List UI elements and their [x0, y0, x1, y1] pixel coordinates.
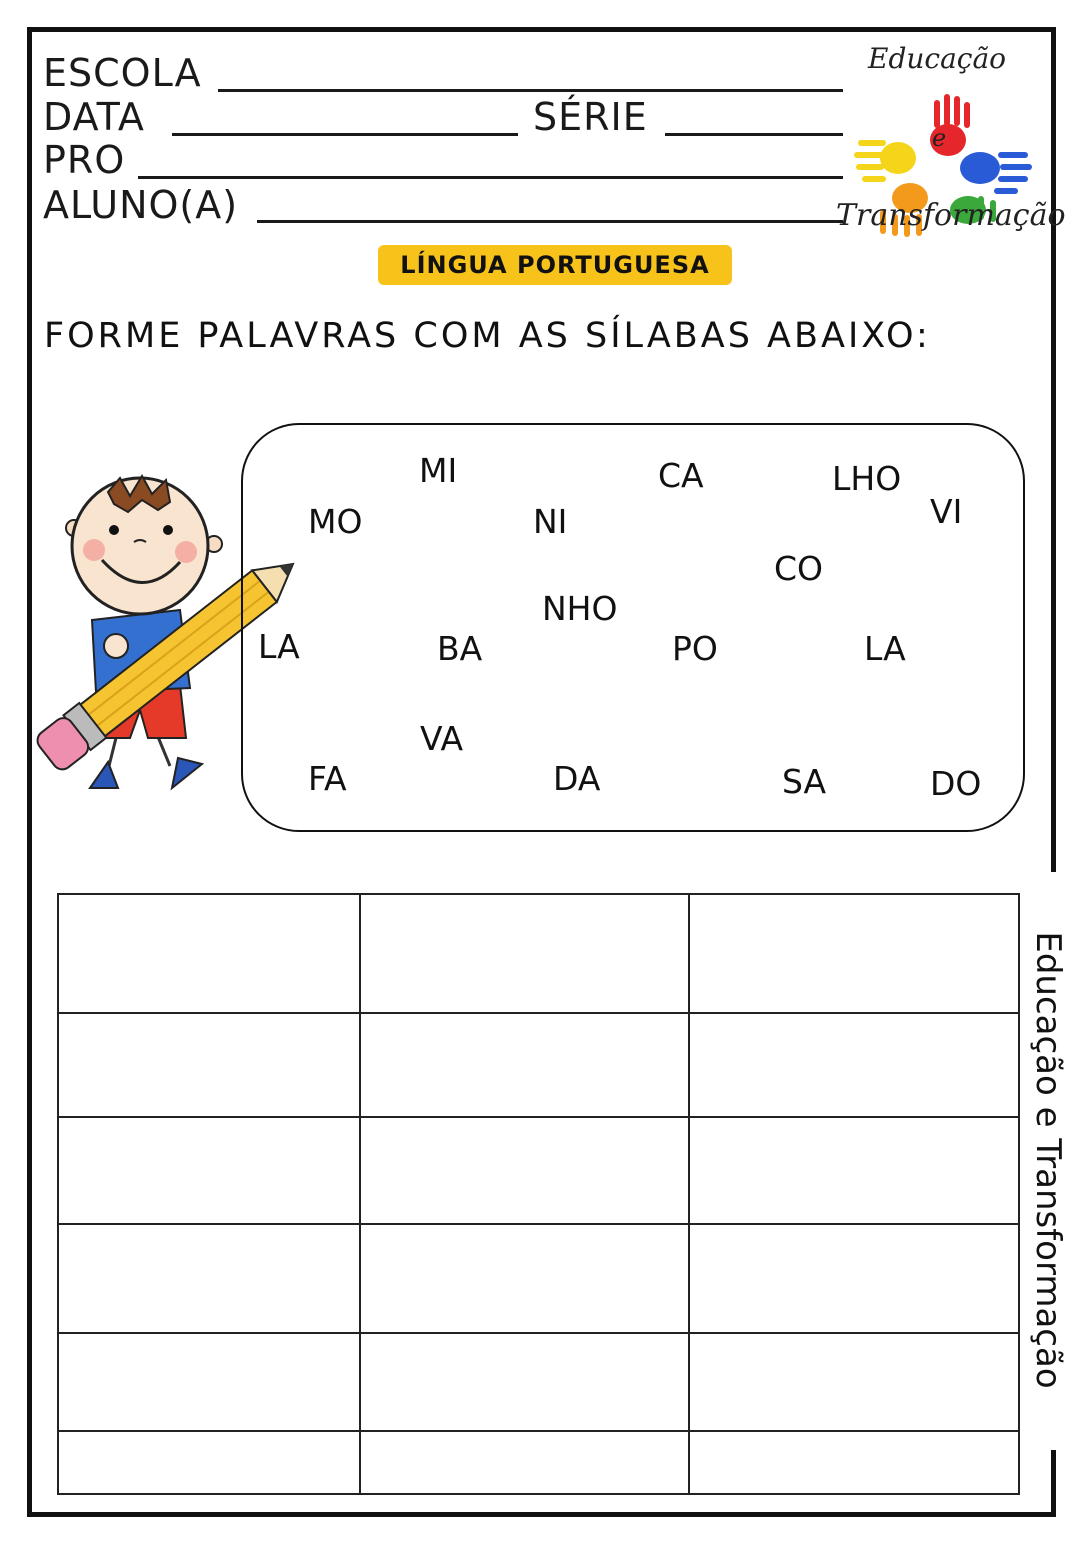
syllable: VA	[420, 719, 464, 758]
table-row	[58, 1117, 1019, 1224]
syllable: CA	[658, 456, 704, 495]
answer-cell[interactable]	[58, 1333, 360, 1431]
teacher-label: PRO	[43, 138, 126, 182]
syllable: VI	[930, 492, 963, 531]
frame-top	[27, 27, 1056, 32]
answer-cell[interactable]	[58, 1224, 360, 1333]
student-field[interactable]	[257, 220, 843, 223]
answer-cell[interactable]	[360, 1224, 689, 1333]
side-watermark	[1024, 880, 1072, 1440]
syllable: PO	[672, 629, 718, 668]
date-label: DATA	[43, 95, 145, 139]
answer-cell[interactable]	[360, 894, 689, 1013]
answer-cell[interactable]	[360, 1013, 689, 1117]
logo-top-text: Educação	[868, 42, 1007, 75]
table-row	[58, 1431, 1019, 1494]
answer-cell[interactable]	[58, 1431, 360, 1494]
date-field[interactable]	[172, 133, 518, 136]
syllable: NHO	[542, 589, 618, 628]
subject-badge: LÍNGUA PORTUGUESA	[378, 245, 732, 285]
logo-bottom-text: Transformação	[836, 198, 1066, 233]
hand-yellow	[854, 140, 916, 182]
grade-field[interactable]	[665, 133, 843, 136]
syllable: LA	[864, 629, 906, 668]
logo-middle-text: e	[932, 124, 947, 152]
table-row	[58, 1224, 1019, 1333]
answer-cell[interactable]	[360, 1117, 689, 1224]
syllable: NI	[533, 502, 568, 541]
syllable: SA	[782, 762, 827, 801]
answer-cell[interactable]	[689, 1117, 1019, 1224]
answer-cell[interactable]	[689, 1224, 1019, 1333]
student-label: ALUNO(A)	[43, 183, 239, 227]
answer-cell[interactable]	[689, 1013, 1019, 1117]
teacher-field[interactable]	[138, 176, 843, 179]
syllable: MI	[419, 451, 458, 490]
syllable: LHO	[832, 459, 902, 498]
table-row	[58, 894, 1019, 1013]
hand-blue	[960, 152, 1032, 194]
syllable-box	[241, 423, 1025, 832]
logo	[836, 40, 1066, 240]
syllable: MO	[308, 502, 363, 541]
answer-table	[57, 893, 1020, 1495]
instruction: FORME PALAVRAS COM AS SÍLABAS ABAIXO:	[44, 316, 931, 356]
answer-cell[interactable]	[689, 894, 1019, 1013]
syllable: DO	[930, 764, 982, 803]
frame-right-lower	[1051, 1450, 1056, 1517]
answer-cell[interactable]	[58, 894, 360, 1013]
school-field[interactable]	[218, 89, 843, 92]
syllable: LA	[258, 627, 300, 666]
frame-bottom	[27, 1512, 1056, 1517]
table-row	[58, 1013, 1019, 1117]
syllable: FA	[308, 759, 347, 798]
answer-cell[interactable]	[360, 1333, 689, 1431]
grade-label: SÉRIE	[533, 95, 648, 139]
answer-cell[interactable]	[58, 1013, 360, 1117]
school-label: ESCOLA	[43, 51, 202, 95]
answer-cell[interactable]	[360, 1431, 689, 1494]
side-watermark-text: Educação e Transformação	[1028, 931, 1068, 1389]
answer-cell[interactable]	[689, 1431, 1019, 1494]
frame-right-upper	[1051, 27, 1056, 872]
syllable: BA	[437, 629, 483, 668]
answer-cell[interactable]	[689, 1333, 1019, 1431]
syllable: DA	[553, 759, 601, 798]
table-row	[58, 1333, 1019, 1431]
answer-cell[interactable]	[58, 1117, 360, 1224]
syllable: CO	[774, 549, 824, 588]
